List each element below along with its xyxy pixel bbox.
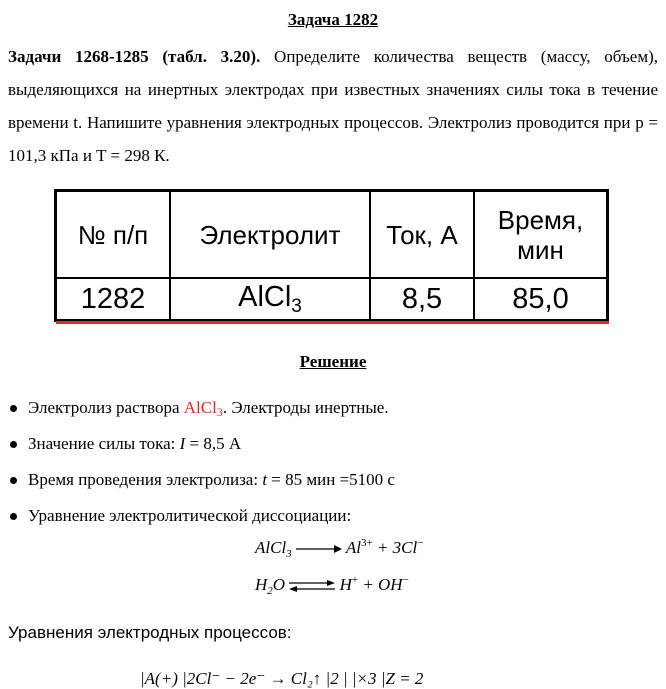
cell-time: 85,0 [474, 278, 608, 321]
table-header-row [56, 191, 608, 279]
problem-text: Определите количества веществ (массу, объем), выделяющихся на инертных электродах при известных значениях силы тока в течение времени t. Напишите уравнения электродных процессов. Электролиз проводится при p = 101,3 кПа и T = 298 К. [8, 47, 658, 165]
cell-electrolyte: AlCl$_3$ [170, 278, 370, 321]
dissociation-equation-1: AlCl$_3$ $Al^{3+} + 3Cl^-$ [255, 537, 424, 560]
list-item: Электролиз раствора AlCl3. Электроды инертные. [8, 392, 395, 428]
solution-title: Решение [299, 352, 367, 371]
list-item: Время проведения электролиза: t = 85 мин =5100 с [8, 464, 395, 500]
header-current: Ток, А [370, 191, 474, 279]
bullet-icon [10, 513, 17, 520]
problem-range: Задачи 1268-1285 (табл. 3.20). [8, 47, 261, 66]
header-time: Время, мин [474, 191, 608, 279]
electrode-processes-label: Уравнения электродных процессов: [8, 623, 292, 642]
bullet-icon [10, 477, 17, 484]
data-table [54, 189, 609, 322]
bullet-icon [10, 441, 17, 448]
problem-statement [8, 40, 658, 172]
header-num: № п/п [56, 191, 171, 279]
electrode-equation-partial: |A(+) |2Cl⁻ − 2e⁻ → Cl₂↑ |2 | |×3 |Z = 2 [140, 669, 424, 688]
bullet-icon [10, 405, 17, 412]
list-item: Значение силы тока: I = 8,5 А [8, 428, 395, 464]
right-arrow-icon [296, 544, 342, 554]
cell-num: 1282 [56, 278, 171, 321]
table-row [56, 278, 608, 321]
solution-bullets [8, 392, 395, 536]
header-electrolyte: Электролит [170, 191, 370, 279]
dissociation-equation-2: $H_2O$ H+ + OH− [255, 574, 409, 597]
page-title: Задача 1282 [287, 10, 379, 29]
cell-current: 8,5 [370, 278, 474, 321]
red-underline [56, 321, 609, 324]
equilibrium-arrow-icon [289, 580, 335, 592]
list-item: Уравнение электролитической диссоциации: [8, 500, 395, 536]
